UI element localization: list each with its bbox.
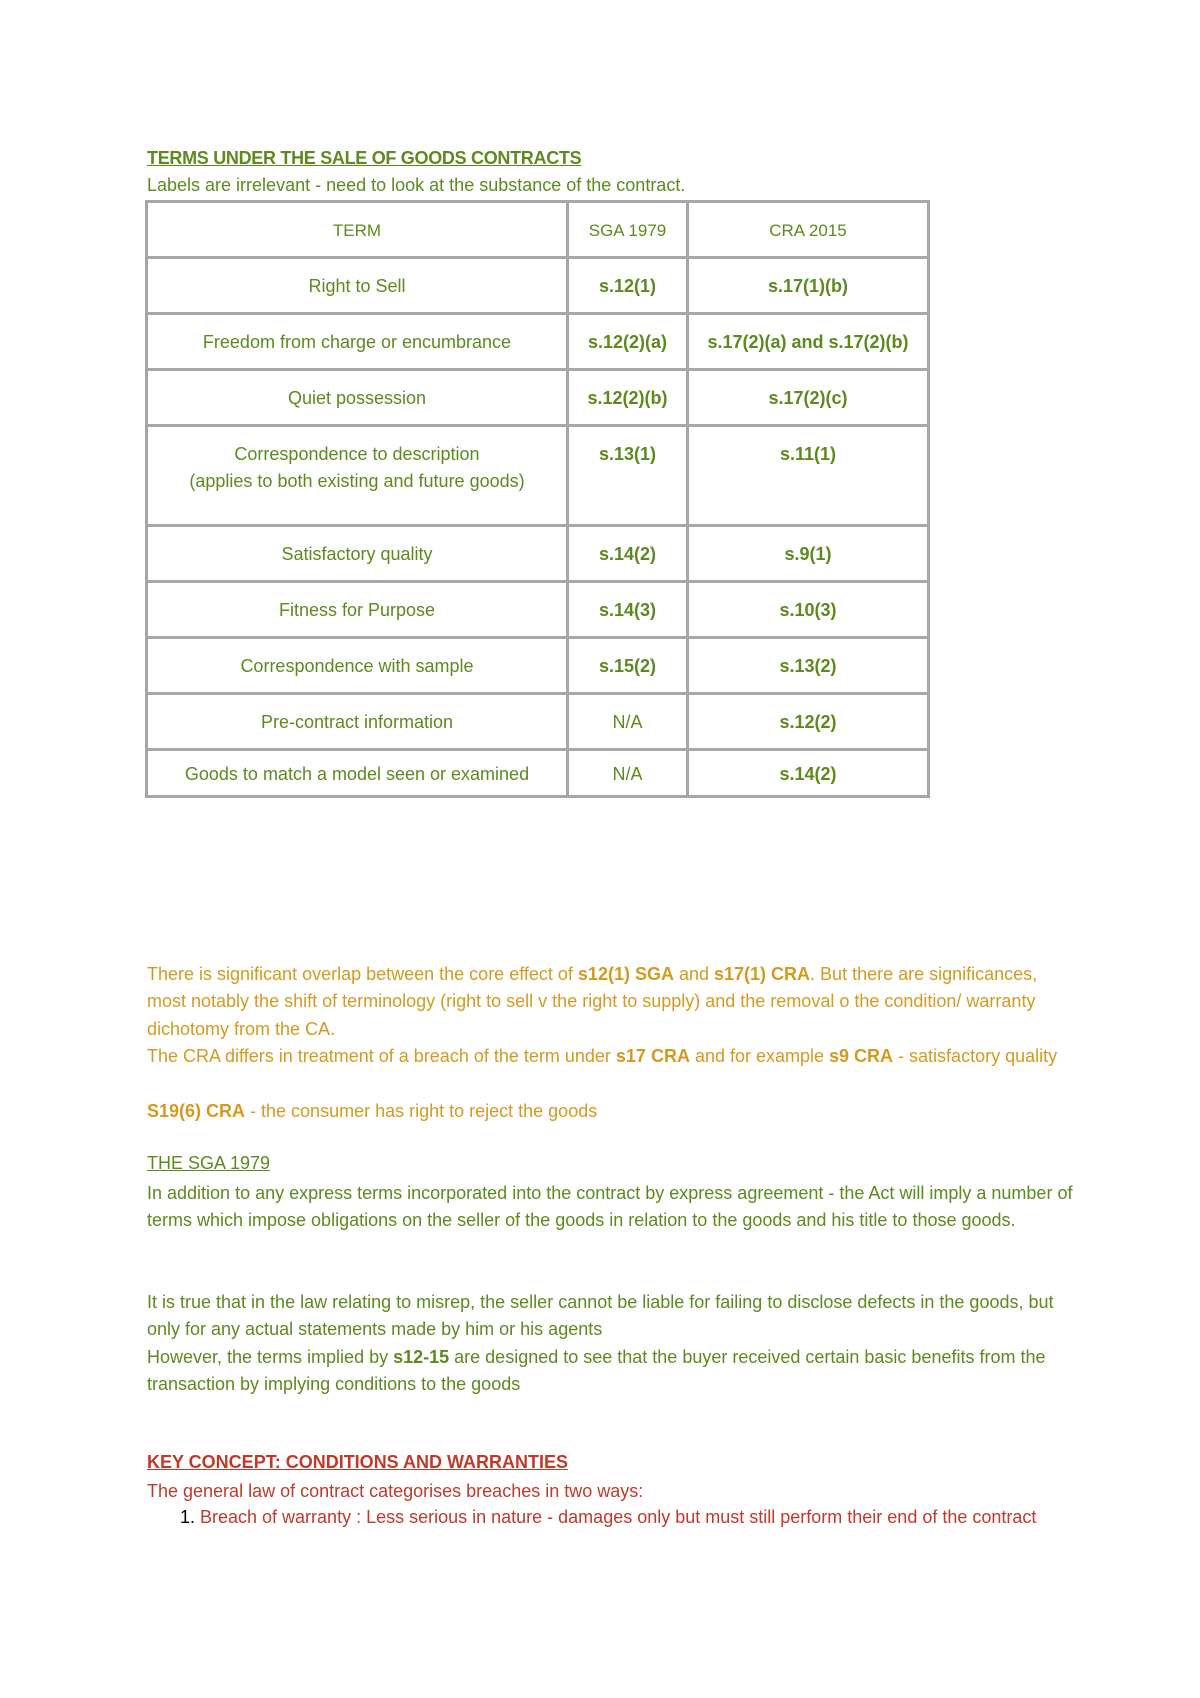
table-row: [147, 314, 929, 370]
table-row: [147, 638, 929, 694]
statute-ref: s17 CRA: [615, 1046, 690, 1066]
cra-cell: s.14(2): [688, 750, 929, 797]
term-cell: Goods to match a model seen or examined: [147, 750, 568, 797]
page-subtitle: Labels are irrelevant - need to look at the substance of the contract.: [147, 175, 686, 195]
statute-ref: s17(1) CRA: [714, 964, 811, 984]
statute-ref: S19(6) CRA: [147, 1101, 246, 1121]
sga-cell: s.12(2)(a): [568, 314, 688, 370]
text-run: - the consumer has right to reject the goods: [245, 1101, 598, 1121]
term-note: (applies to both existing and future goods): [189, 471, 525, 491]
term-cell: Fitness for Purpose: [147, 582, 568, 638]
sga-heading: THE SGA 1979: [147, 1153, 271, 1173]
sga-cell: s.14(3): [568, 582, 688, 638]
term-cell: Correspondence with sample: [147, 638, 568, 694]
cra-cell: s.12(2): [688, 694, 929, 750]
statute-ref: s9 CRA: [829, 1046, 894, 1066]
cra-cell: s.17(2)(c): [688, 370, 929, 426]
text-run: However, the terms implied by: [147, 1347, 394, 1367]
text-run: and: [673, 964, 715, 984]
cra-cell: s.11(1): [688, 426, 929, 526]
sga-paragraph-2: It is true that in the law relating to misrep, the seller cannot be liable for failing to disclose defects in the goods, but only for any actual statements made by him or his agents: [147, 1292, 1054, 1340]
key-concept-intro: The general law of contract categorises breaches in two ways:: [147, 1481, 644, 1501]
overlap-paragraph: [147, 961, 1077, 1043]
table-header-row: [147, 202, 929, 258]
term-cell: Quiet possession: [147, 370, 568, 426]
sga-cell: N/A: [568, 750, 688, 797]
key-concept-heading: KEY CONCEPT: CONDITIONS AND WARRANTIES: [147, 1452, 569, 1472]
cra-cell: s.10(3): [688, 582, 929, 638]
text-run: There is significant overlap between the core effect of: [147, 964, 578, 984]
table-row: [147, 750, 929, 797]
table-header-cell: CRA 2015: [688, 202, 929, 258]
term-cell: Pre-contract information: [147, 694, 568, 750]
sga-cell: s.12(2)(b): [568, 370, 688, 426]
list-item: 1. Breach of warranty : Less serious in nature - damages only but must still perform their end of the contract: [200, 1504, 1100, 1531]
table-row: [147, 526, 929, 582]
table-row: [147, 582, 929, 638]
sga-cell: s.15(2): [568, 638, 688, 694]
text-run: are designed to see that the buyer received certain basic benefits from the transaction by implying conditions to the goods: [147, 1347, 1046, 1395]
sga-paragraph-1: In addition to any express terms incorporated into the contract by express agreement - the Act will imply a number of terms which impose obligations on the seller of the goods in relation to the goods and his title to those goods.: [147, 1183, 1073, 1231]
statute-ref: s12-15: [393, 1347, 450, 1367]
term-cell: Satisfactory quality: [147, 526, 568, 582]
sga-cell: s.14(2): [568, 526, 688, 582]
term-cell: [147, 426, 568, 526]
text-run: - satisfactory quality: [893, 1046, 1058, 1066]
cra-cell: s.17(1)(b): [688, 258, 929, 314]
cra-cell: s.13(2): [688, 638, 929, 694]
terms-table: [145, 200, 930, 798]
table-row: [147, 370, 929, 426]
cra-cell: s.9(1): [688, 526, 929, 582]
text-run: The CRA differs in treatment of a breach of the term under: [147, 1046, 616, 1066]
cra-cell: s.17(2)(a) and s.17(2)(b): [688, 314, 929, 370]
reject-paragraph: [147, 1098, 1077, 1125]
page-title: TERMS UNDER THE SALE OF GOODS CONTRACTS: [147, 148, 582, 168]
table-header-cell: TERM: [147, 202, 568, 258]
table-row: [147, 426, 929, 526]
text-run: . But there are significances, most notably the shift of terminology (right to sell v the right to supply) and the removal o the condition/ warranty dichotomy from the CA.: [147, 964, 1038, 1039]
breach-list: [147, 1504, 1100, 1531]
term-cell: Right to Sell: [147, 258, 568, 314]
table-header-cell: SGA 1979: [568, 202, 688, 258]
sga-cell: N/A: [568, 694, 688, 750]
term-text: Correspondence to description: [234, 444, 480, 464]
sga-cell: s.13(1): [568, 426, 688, 526]
term-cell: Freedom from charge or encumbrance: [147, 314, 568, 370]
sga-cell: s.12(1): [568, 258, 688, 314]
table-row: [147, 258, 929, 314]
text-run: and for example: [689, 1046, 830, 1066]
sga-paragraph-3: [147, 1344, 1077, 1399]
statute-ref: s12(1) SGA: [577, 964, 674, 984]
table-row: [147, 694, 929, 750]
cra-differs-paragraph: [147, 1043, 1077, 1070]
